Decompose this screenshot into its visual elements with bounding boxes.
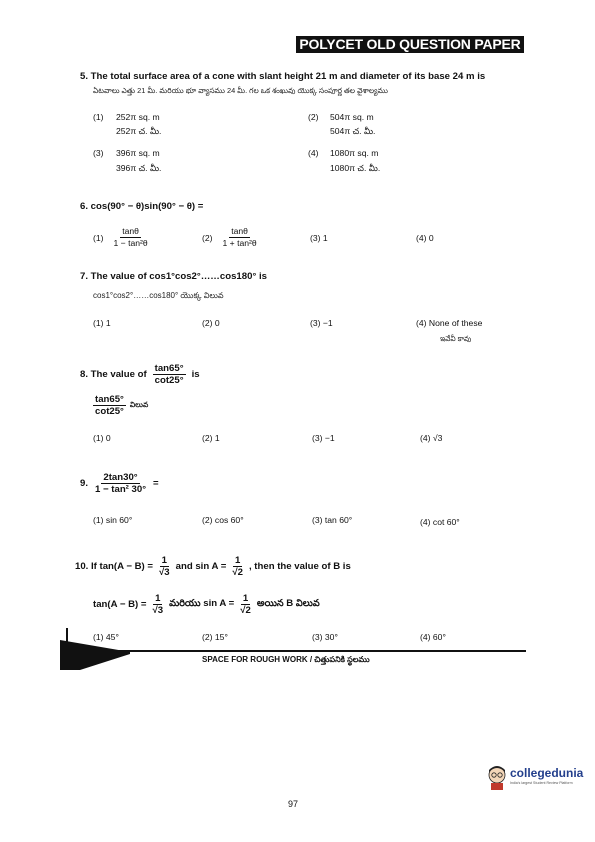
q6-option-2-numerator: tanθ [231,226,248,236]
question-10-telugu-part-3: అయిన B విలువ [256,598,320,609]
question-10-fraction-1-numerator: 1 [161,555,167,566]
q5-option-2-text: 504π sq. m [330,112,374,122]
question-10-fraction-1-denominator: √3 [159,567,170,578]
q6-option-1 [93,226,150,249]
q5-option-4-telugu: 1080π చ. మీ. [330,163,381,173]
question-9-numerator: 2tan30° [103,472,138,483]
logo-tagline: India's largest Student Review Platform [510,781,573,785]
q6-option-2-denominator: 1 + tan²θ [222,238,257,248]
q6-option-3: (3) 1 [310,233,328,243]
question-10-fraction-2 [230,555,245,578]
q8-option-1: (1) 0 [93,433,111,443]
q6-option-1-number: (1) [93,232,104,243]
question-8-telugu: విలువ [129,400,149,409]
question-5-telugu: ఏటవాలు ఎత్తు 21 మీ. మరియు భూ వ్యాసము 24 మీ. గల ఒక శంఖువు యొక్క సంపూర్ణ తల వైశాల్యము [93,86,388,95]
logo-name: collegedunia [510,766,584,780]
q9-option-1: (1) sin 60° [93,515,133,525]
question-6-text: 6. cos(90° − θ)sin(90° − θ) = [80,201,204,212]
collegedunia-logo [486,762,595,792]
q9-option-4: (4) cot 60° [420,517,460,527]
question-8-telugu-fraction [93,394,126,417]
question-8-telugu-line [93,394,148,417]
question-9-denominator: 1 − tan² 30° [95,484,147,495]
question-10-part-2: and sin A = [175,561,227,572]
question-10-text [75,555,351,578]
page-header-title: POLYCET OLD QUESTION PAPER [296,36,524,53]
q6-option-1-fraction [112,226,150,249]
q8-option-4: (4) √3 [420,433,443,443]
question-10-fraction-2-numerator: 1 [234,555,241,566]
question-10-telugu-fraction-2-numerator: 1 [242,593,249,604]
question-8-telugu-denominator: cot25° [95,406,124,417]
q9-option-2: (2) cos 60° [202,515,244,525]
q8-option-2: (2) 1 [202,433,220,443]
question-9-text [80,472,159,495]
question-8-is: is [191,369,200,380]
q6-option-1-numerator: tanθ [122,226,139,236]
question-8-denominator: cot25° [154,375,184,386]
question-10-telugu-fraction-1-denominator: √3 [152,605,164,616]
scan-shadow [60,640,130,670]
question-10-telugu-fraction-1-numerator: 1 [155,593,161,604]
q10-option-4: (4) 60° [420,632,446,642]
q5-option-2-telugu: 504π చ. మీ. [330,126,376,136]
question-10-fraction-1 [157,555,172,578]
question-10-telugu-fraction-2 [238,593,253,616]
q5-option-4-text: 1080π sq. m [330,148,379,158]
q6-option-2-number: (2) [202,232,213,243]
q5-option-1-telugu: 252π చ. మీ. [116,126,162,136]
q6-option-2 [202,226,259,249]
q5-option-1-text: 252π sq. m [116,112,160,122]
q5-option-3-text: 396π sq. m [116,148,160,158]
student-mascot-icon [486,764,508,790]
q9-option-3: (3) tan 60° [312,515,353,525]
question-10-part-3: , then the value of B is [248,561,351,572]
q7-option-1: (1) 1 [93,318,111,328]
question-8-text [80,363,200,386]
question-9-label: 9. [80,478,89,489]
question-7-text: 7. The value of cos1°cos2°……cos180° is [80,271,267,282]
q5-option-4-number: (4) [308,148,319,158]
q10-option-3: (3) 30° [312,632,338,642]
q5-option-3-number: (3) [93,148,104,158]
q10-option-1: (1) 45° [93,632,119,642]
q6-option-4: (4) 0 [416,233,434,243]
q7-option-2: (2) 0 [202,318,220,328]
question-9-fraction [93,472,148,495]
question-10-telugu-fraction-2-denominator: √2 [240,605,251,616]
q7-option-3: (3) −1 [310,318,333,328]
question-10-fraction-2-denominator: √2 [232,567,243,578]
q7-option-4-telugu: ఇవేవీ కావు [440,334,472,343]
question-8-fraction [153,363,186,386]
question-5-text: 5. The total surface area of a cone with slant height 21 m and diameter of its base 24 m is [80,71,486,82]
footer-divider [66,650,526,652]
question-10-part-1: 10. If tan(A − B) = [75,561,154,572]
q6-option-1-denominator: 1 − tan²θ [113,238,148,248]
question-10-telugu-part-1: tan(A − B) = [93,599,147,610]
page-number: 97 [288,799,299,809]
q8-option-3: (3) −1 [312,433,335,443]
q6-option-2-fraction [221,226,259,249]
question-7-telugu: cos1°cos2°……cos180° యొక్క విలువ [93,291,224,300]
question-8-label: 8. The value of [80,369,147,380]
question-10-telugu-line [93,593,320,616]
q10-option-2: (2) 15° [202,632,228,642]
question-10-telugu-part-2: మరియు sin A = [169,598,235,609]
question-10-telugu-fraction-1 [150,593,165,616]
rough-work-label: SPACE FOR ROUGH WORK / చిత్తుపనికి స్థలము [202,655,370,664]
q5-option-3-telugu: 396π చ. మీ. [116,163,162,173]
question-9-equals: = [153,478,159,489]
q7-option-4: (4) None of these [416,318,483,328]
question-8-numerator: tan65° [154,363,184,374]
question-8-telugu-numerator: tan65° [95,394,124,405]
q5-option-2-number: (2) [308,112,319,122]
q5-option-1-number: (1) [93,112,104,122]
